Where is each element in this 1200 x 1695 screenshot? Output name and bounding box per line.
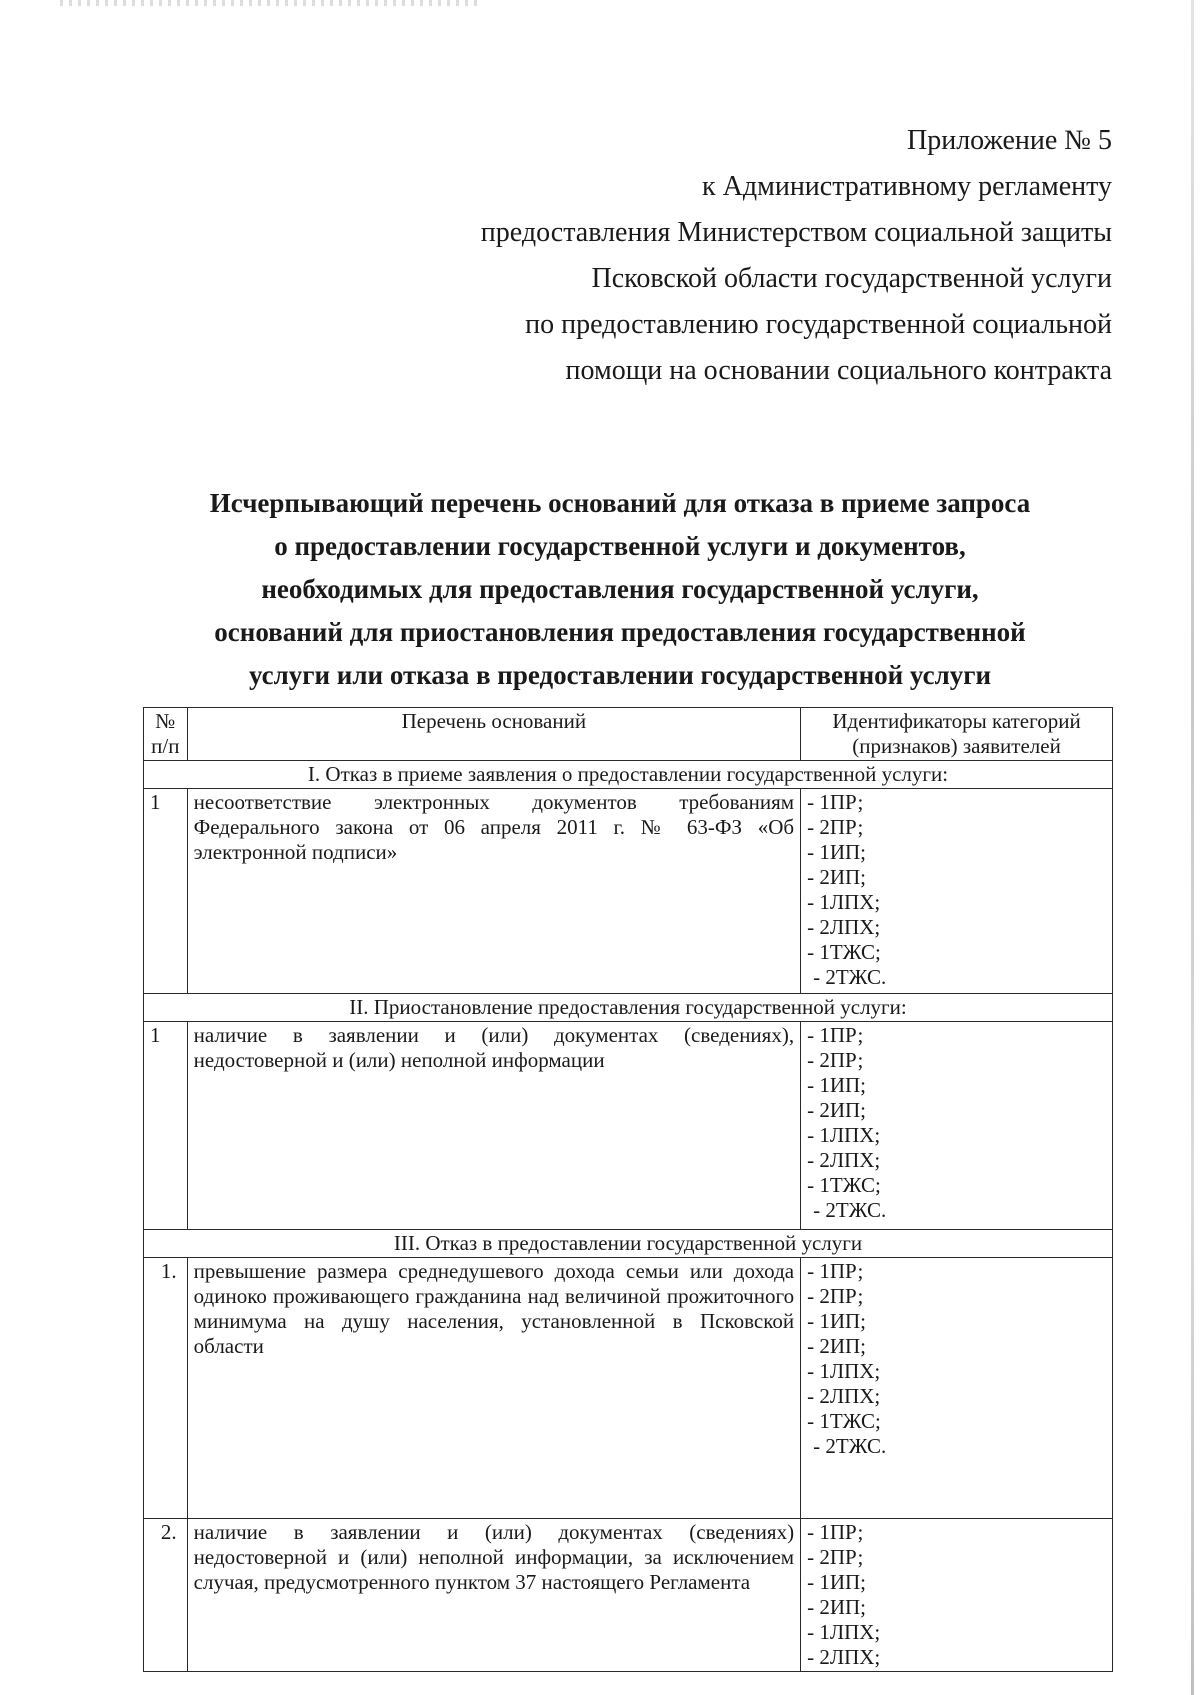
category-item: - 2ИП; <box>807 1334 866 1358</box>
table-row <box>144 1022 1113 1230</box>
appendix-line: по предоставлению государственной социальной <box>525 309 1112 340</box>
appendix-line: Псковской области государственной услуги <box>591 263 1112 294</box>
header-reasons: Перечень оснований <box>187 708 800 761</box>
category-item: - 1ЛПХ; <box>807 890 881 914</box>
header-number <box>144 708 188 761</box>
table-row <box>144 789 1113 994</box>
category-item: - 1ЛПХ; <box>807 1620 881 1644</box>
category-item: - 1ИП; <box>807 1073 866 1097</box>
table-header-row <box>144 708 1113 761</box>
appendix-line: помощи на основании социального контракта <box>565 355 1112 386</box>
row-categories <box>801 789 1113 994</box>
section-row <box>144 994 1113 1022</box>
category-item: - 1ПР; <box>807 1023 864 1047</box>
title-line: оснований для приостановления предоставления государственной <box>214 617 1026 647</box>
category-item: - 2ПР; <box>807 1048 864 1072</box>
category-list <box>807 1520 1106 1670</box>
category-list <box>807 1259 1106 1459</box>
grounds-table <box>143 707 1113 1672</box>
category-item: - 2ИП; <box>807 865 866 889</box>
title-line: Исчерпывающий перечень оснований для отказа в приеме запроса <box>209 488 1031 518</box>
row-reason: наличие в заявлении и (или) документах (сведениях), недостоверной и (или) неполной информации <box>187 1022 800 1230</box>
category-item: - 1ПР; <box>807 1520 864 1544</box>
appendix-line: предоставления Министерством социальной защиты <box>480 217 1112 248</box>
section-row <box>144 1230 1113 1258</box>
category-item: - 2ТЖС. <box>813 1198 887 1222</box>
scan-artifact-right-edge <box>1191 0 1194 1695</box>
header-categories-line: (признаков) заявителей <box>852 734 1061 758</box>
category-item: - 1ТЖС; <box>807 940 881 964</box>
category-item: - 1ТЖС; <box>807 1409 881 1433</box>
appendix-line: Приложение № 5 <box>907 125 1112 156</box>
row-number: 1. <box>144 1258 188 1519</box>
category-item: - 2ИП; <box>807 1098 866 1122</box>
appendix-reference <box>352 118 1112 394</box>
row-number: 2. <box>144 1519 188 1672</box>
category-item: - 2ПР; <box>807 1284 864 1308</box>
section-title: I. Отказ в приеме заявления о предоставлении государственной услуги: <box>144 761 1113 789</box>
appendix-line: к Административному регламенту <box>702 171 1112 202</box>
category-item: - 1ПР; <box>807 790 864 814</box>
category-item: - 2ЛПХ; <box>807 1384 881 1408</box>
section-row <box>144 761 1113 789</box>
section-title: III. Отказ в предоставлении государственной услуги <box>144 1230 1113 1258</box>
table-row <box>144 1258 1113 1519</box>
row-reason: превышение размера среднедушевого дохода семьи или дохода одиноко проживающего гражданина над величиной прожиточного минимума на душу населения, установленной в Псковской области <box>187 1258 800 1519</box>
title-line: необходимых для предоставления государственной услуги, <box>261 574 979 604</box>
category-item: - 1ИП; <box>807 840 866 864</box>
table-row <box>144 1519 1113 1672</box>
category-item: - 2ПР; <box>807 815 864 839</box>
header-number-sign: № <box>155 709 176 733</box>
title-line: о предоставлении государственной услуги и документов, <box>274 531 966 561</box>
category-list <box>807 790 1106 990</box>
header-number-abbrev: п/п <box>151 734 180 758</box>
row-categories <box>801 1022 1113 1230</box>
row-reason: наличие в заявлении и (или) документах (сведениях) недостоверной и (или) неполной информации, за исключением случая, предусмотренного пунктом 37 настоящего Регламента <box>187 1519 800 1672</box>
category-item: - 1ИП; <box>807 1570 866 1594</box>
category-item: - 2ПР; <box>807 1545 864 1569</box>
category-item: - 2ТЖС. <box>813 1434 887 1458</box>
scan-artifact-top <box>60 0 480 6</box>
row-number: 1 <box>144 1022 188 1230</box>
row-reason: несоответствие электронных документов требованиям Федерального закона от 06 апреля 2011 г. № 63-ФЗ «Об электронной подписи» <box>187 789 800 994</box>
section-title: II. Приостановление предоставления государственной услуги: <box>144 994 1113 1022</box>
title-line: услуги или отказа в предоставлении государственной услуги <box>248 660 992 690</box>
category-item: - 1ТЖС; <box>807 1173 881 1197</box>
category-item: - 2ЛПХ; <box>807 915 881 939</box>
category-item: - 2ИП; <box>807 1595 866 1619</box>
header-categories-line: Идентификаторы категорий <box>832 709 1081 733</box>
category-item: - 1ПР; <box>807 1259 864 1283</box>
category-item: - 2ЛПХ; <box>807 1148 881 1172</box>
category-item: - 2ЛПХ; <box>807 1645 881 1669</box>
category-item: - 2ТЖС. <box>813 965 887 989</box>
row-categories <box>801 1519 1113 1672</box>
document-title <box>140 482 1100 697</box>
category-item: - 1ЛПХ; <box>807 1123 881 1147</box>
row-number: 1 <box>144 789 188 994</box>
header-categories <box>801 708 1113 761</box>
category-item: - 1ИП; <box>807 1309 866 1333</box>
row-categories <box>801 1258 1113 1519</box>
category-list <box>807 1023 1106 1223</box>
category-item: - 1ЛПХ; <box>807 1359 881 1383</box>
